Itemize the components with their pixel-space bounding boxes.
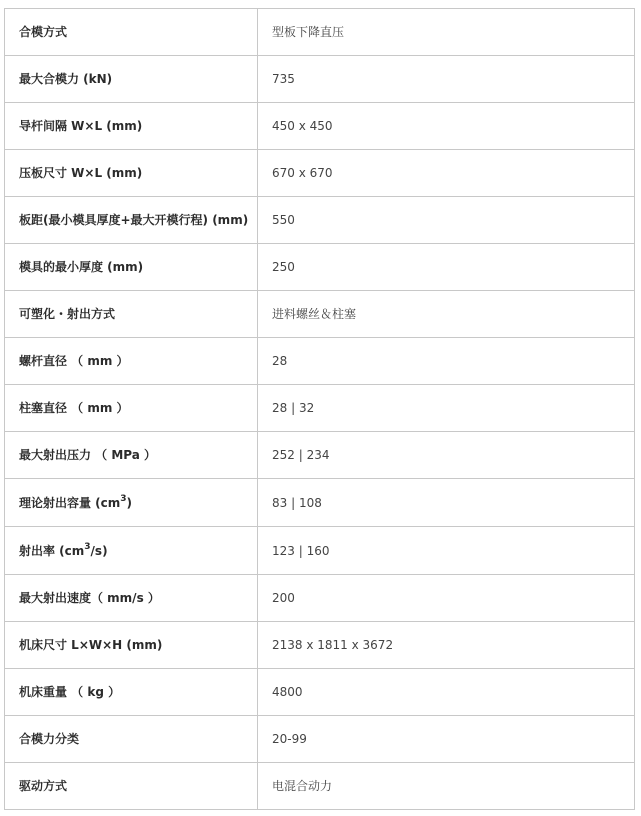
row-label-text: 理论射出容量 (cm: [19, 495, 121, 510]
row-value: 252 | 234: [258, 432, 635, 479]
row-label: 驱动方式: [5, 763, 258, 810]
row-label-text: 射出率 (cm: [19, 543, 85, 558]
row-label: 机床尺寸 L×W×H (mm): [5, 622, 258, 669]
superscript-three: 3: [84, 541, 91, 552]
row-value: 电混合动力: [258, 763, 635, 810]
table-row: [5, 479, 635, 527]
row-label: 合模方式: [5, 9, 258, 56]
row-label: 机床重量 （ kg ）: [5, 669, 258, 716]
row-label: 板距(最小模具厚度+最大开模行程) (mm): [5, 197, 258, 244]
row-value: 28: [258, 338, 635, 385]
row-label: [5, 479, 258, 527]
row-value: 200: [258, 575, 635, 622]
row-label: 螺杆直径 （ mm ）: [5, 338, 258, 385]
table-row: [5, 56, 635, 103]
table-row: [5, 622, 635, 669]
row-label-suffix: /s): [90, 543, 108, 558]
table-row: [5, 244, 635, 291]
spec-table: [4, 8, 635, 810]
table-row: [5, 763, 635, 810]
row-label: 模具的最小厚度 (mm): [5, 244, 258, 291]
table-row: [5, 669, 635, 716]
row-label: 最大射出压力 （ MPa ）: [5, 432, 258, 479]
row-label: 导杆间隔 W×L (mm): [5, 103, 258, 150]
row-value: 进料螺丝＆柱塞: [258, 291, 635, 338]
row-value: 型板下降直压: [258, 9, 635, 56]
row-label: 柱塞直径 （ mm ）: [5, 385, 258, 432]
table-row: [5, 338, 635, 385]
row-value: 83 | 108: [258, 479, 635, 527]
row-label: 合模力分类: [5, 716, 258, 763]
row-value: 735: [258, 56, 635, 103]
row-label: 最大射出速度（ mm/s ）: [5, 575, 258, 622]
table-row: [5, 432, 635, 479]
superscript-three: 3: [120, 493, 127, 504]
table-row: [5, 385, 635, 432]
row-value: 20-99: [258, 716, 635, 763]
table-row: [5, 716, 635, 763]
row-value: 28 | 32: [258, 385, 635, 432]
row-label: 可塑化・射出方式: [5, 291, 258, 338]
row-value: 250: [258, 244, 635, 291]
row-value: 4800: [258, 669, 635, 716]
table-row: [5, 527, 635, 575]
table-row: [5, 9, 635, 56]
table-row: [5, 197, 635, 244]
table-row: [5, 103, 635, 150]
row-value: 550: [258, 197, 635, 244]
row-value: 2138 x 1811 x 3672: [258, 622, 635, 669]
table-row: [5, 575, 635, 622]
row-value: 123 | 160: [258, 527, 635, 575]
row-label: 最大合模力 (kN): [5, 56, 258, 103]
row-label: 压板尺寸 W×L (mm): [5, 150, 258, 197]
table-row: [5, 150, 635, 197]
row-label-suffix: ): [126, 495, 133, 510]
row-value: 450 x 450: [258, 103, 635, 150]
row-label: [5, 527, 258, 575]
row-value: 670 x 670: [258, 150, 635, 197]
table-row: [5, 291, 635, 338]
